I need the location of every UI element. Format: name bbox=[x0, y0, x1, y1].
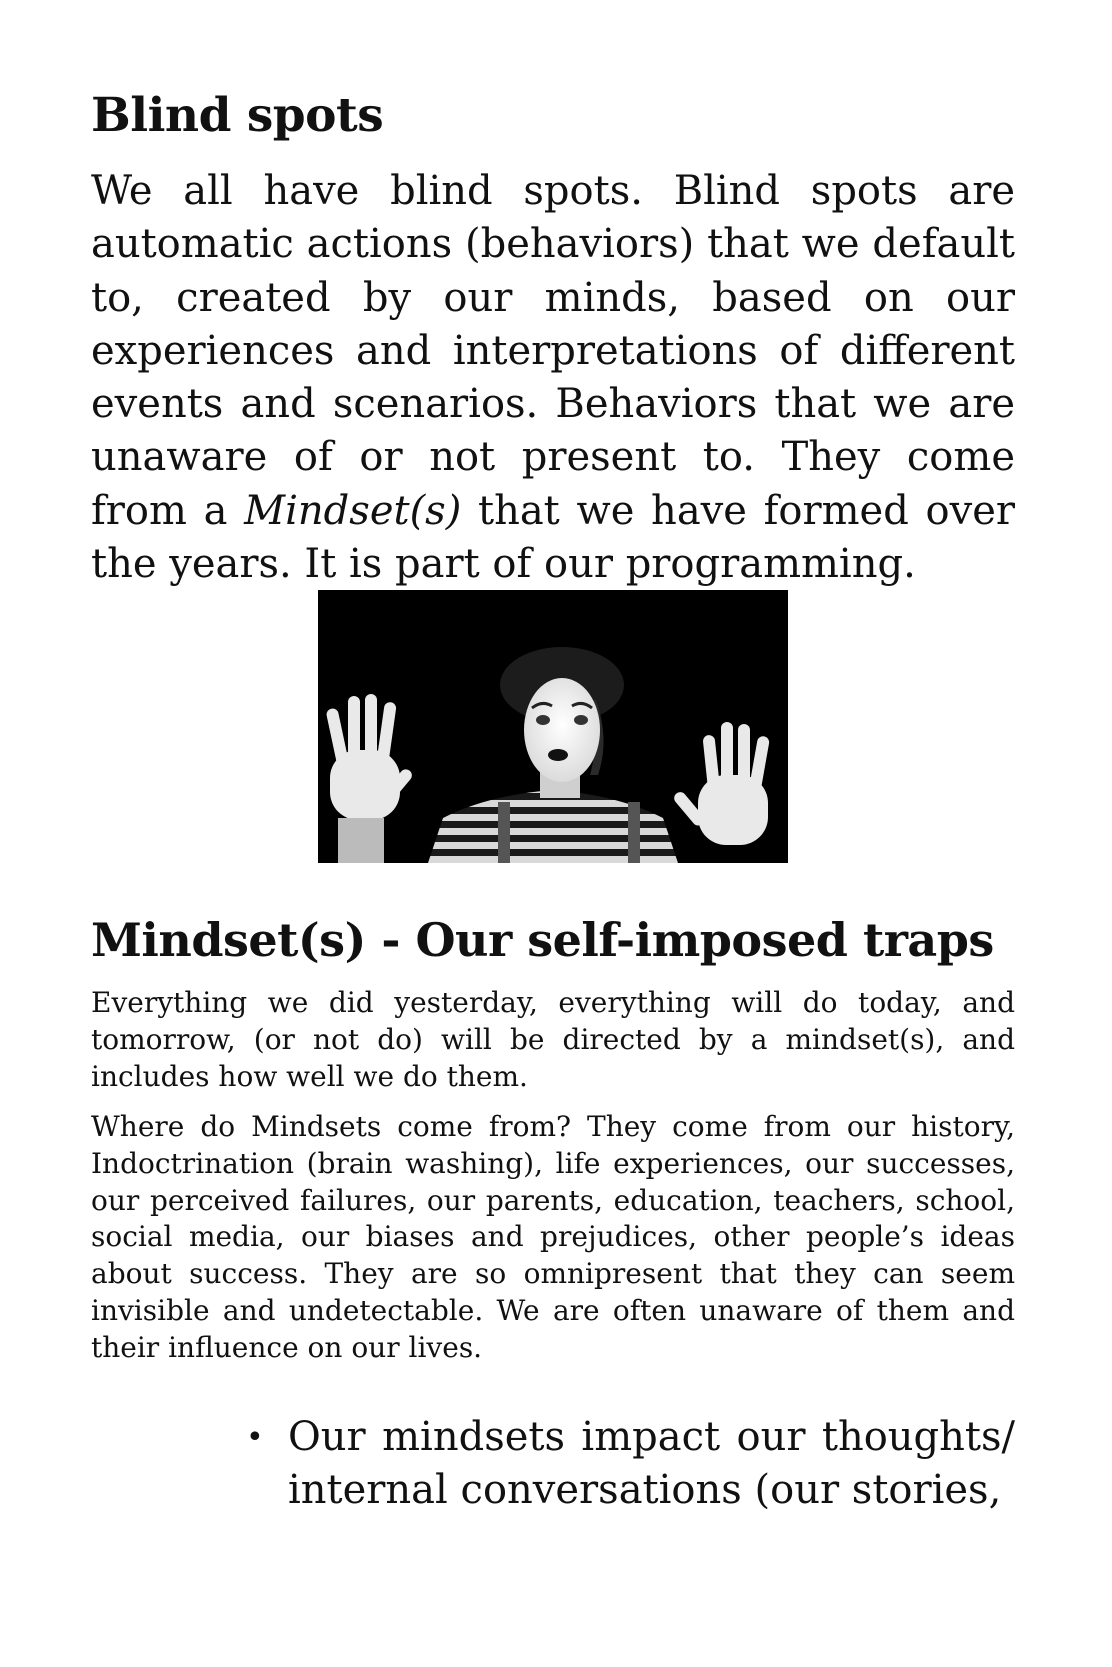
mindset-paragraph-1: Everything we did yesterday, everything will do today, and tomorrow, (or not do) will be directed by a mindset(s), and includes how well we do them. bbox=[91, 986, 1015, 1093]
bullet-icon: • bbox=[246, 1420, 264, 1455]
mime-illustration bbox=[318, 590, 788, 863]
list-item-text: Our mindsets impact our thoughts/ internal conversations (our stories, bbox=[288, 1414, 1015, 1514]
paragraph-text-end: that we have formed over the years. It is part of our programming. bbox=[91, 487, 1015, 588]
mindset-paragraph-2: Where do Mindsets come from? They come from our history, Indoctrination (brain washing), life experiences, our successes, our perceived failures, our parents, education, teachers, school, social media, our biases and prejudices, other people’s ideas about success. They are so omnipresent that they can seem invisible and undetectable. We are often unaware of them and their influence on our lives. bbox=[91, 1110, 1015, 1364]
section-heading-mindsets: Mindset(s) - Our self-imposed traps bbox=[91, 913, 994, 967]
section-heading-blind-spots: Blind spots bbox=[91, 88, 384, 143]
bullet-list bbox=[246, 1411, 1015, 1518]
paragraph-text-start: We all have blind spots. Blind spots are automatic actions (behaviors) that we default to, created by our minds, based on our experiences and interpretations of different events and scenarios. Behaviors that we are unaware of or not present to. They come from a bbox=[91, 168, 1015, 534]
list-item bbox=[246, 1411, 1015, 1518]
paragraph-text-italic-term: Mindset(s) bbox=[244, 487, 462, 534]
mime-photo bbox=[318, 590, 788, 863]
blind-spots-paragraph bbox=[91, 165, 1015, 591]
